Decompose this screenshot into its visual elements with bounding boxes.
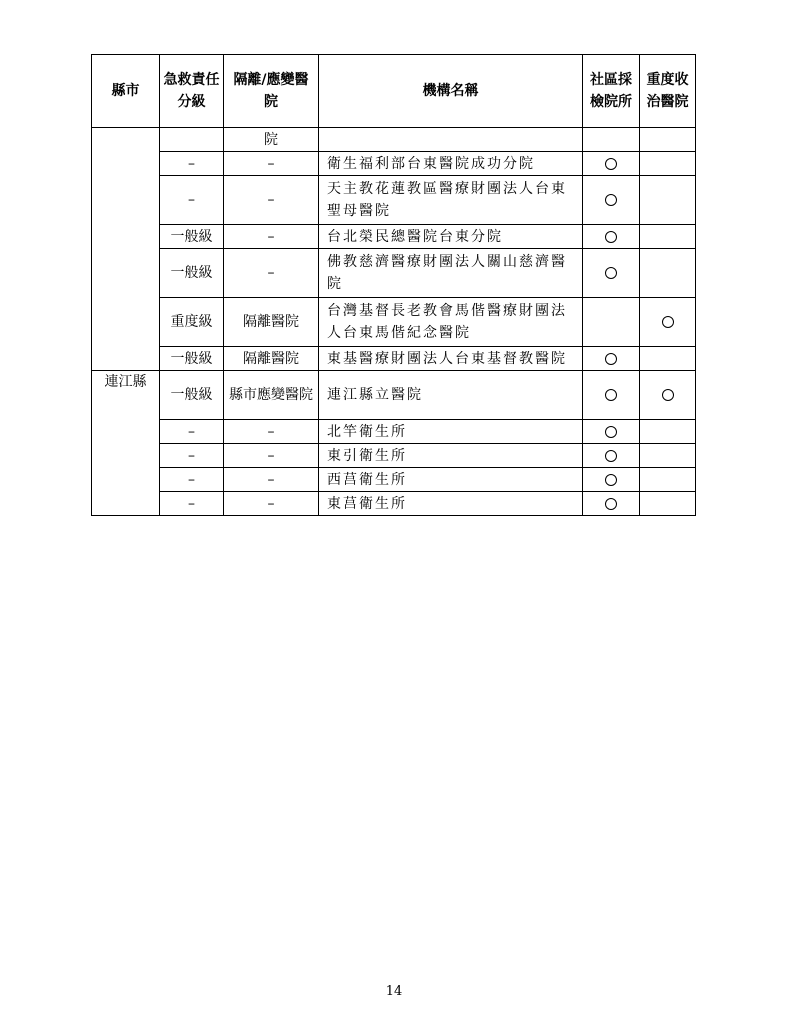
page-number: 14 xyxy=(385,984,403,999)
header-county: 縣市 xyxy=(92,55,160,128)
table-row xyxy=(92,492,696,516)
level-cell: 一般級 xyxy=(160,347,224,371)
severe-cell xyxy=(640,128,696,152)
community-cell xyxy=(583,347,640,371)
circle-mark-icon xyxy=(605,498,617,510)
circle-mark-icon xyxy=(605,389,617,401)
institution-cell: 連江縣立醫院 xyxy=(319,371,583,420)
level-cell: – xyxy=(160,468,224,492)
isolation-cell: – xyxy=(224,444,319,468)
level-cell: 重度級 xyxy=(160,298,224,347)
severe-cell xyxy=(640,492,696,516)
table-row xyxy=(92,176,696,225)
isolation-cell: 隔離醫院 xyxy=(224,347,319,371)
community-cell xyxy=(583,444,640,468)
isolation-cell: – xyxy=(224,249,319,298)
community-cell xyxy=(583,468,640,492)
table-row xyxy=(92,468,696,492)
level-cell: – xyxy=(160,444,224,468)
severe-cell xyxy=(640,152,696,176)
circle-mark-icon xyxy=(605,194,617,206)
circle-mark-icon xyxy=(662,316,674,328)
community-cell xyxy=(583,176,640,225)
isolation-cell: 院 xyxy=(224,128,319,152)
community-cell xyxy=(583,152,640,176)
circle-mark-icon xyxy=(662,389,674,401)
community-cell xyxy=(583,492,640,516)
community-cell xyxy=(583,128,640,152)
hospital-table xyxy=(91,54,696,516)
table-row xyxy=(92,225,696,249)
level-cell: – xyxy=(160,492,224,516)
severe-cell xyxy=(640,420,696,444)
community-cell xyxy=(583,420,640,444)
level-cell: 一般級 xyxy=(160,249,224,298)
level-cell: 一般級 xyxy=(160,225,224,249)
county-cell: 連江縣 xyxy=(92,371,160,516)
community-cell xyxy=(583,249,640,298)
table-row xyxy=(92,249,696,298)
institution-cell: 北竿衛生所 xyxy=(319,420,583,444)
level-cell xyxy=(160,128,224,152)
institution-cell xyxy=(319,128,583,152)
header-severe-care: 重度收治醫院 xyxy=(640,55,696,128)
circle-mark-icon xyxy=(605,474,617,486)
isolation-cell: 隔離醫院 xyxy=(224,298,319,347)
table-row xyxy=(92,152,696,176)
header-emergency-level: 急救責任分級 xyxy=(160,55,224,128)
community-cell xyxy=(583,298,640,347)
circle-mark-icon xyxy=(605,426,617,438)
isolation-cell: – xyxy=(224,492,319,516)
table-row xyxy=(92,298,696,347)
community-cell xyxy=(583,371,640,420)
table-row xyxy=(92,371,696,420)
level-cell: 一般級 xyxy=(160,371,224,420)
circle-mark-icon xyxy=(605,158,617,170)
header-isolation: 隔離/應變醫院 xyxy=(224,55,319,128)
institution-cell: 東基醫療財團法人台東基督教醫院 xyxy=(319,347,583,371)
isolation-cell: – xyxy=(224,420,319,444)
table-row xyxy=(92,444,696,468)
level-cell: – xyxy=(160,420,224,444)
severe-cell xyxy=(640,444,696,468)
isolation-cell: 縣市應變醫院 xyxy=(224,371,319,420)
institution-cell: 台北榮民總醫院台東分院 xyxy=(319,225,583,249)
community-cell xyxy=(583,225,640,249)
institution-cell: 天主教花蓮教區醫療財團法人台東聖母醫院 xyxy=(319,176,583,225)
circle-mark-icon xyxy=(605,231,617,243)
header-institution: 機構名稱 xyxy=(319,55,583,128)
level-cell: – xyxy=(160,176,224,225)
institution-cell: 台灣基督長老教會馬偕醫療財團法人台東馬偕紀念醫院 xyxy=(319,298,583,347)
severe-cell xyxy=(640,249,696,298)
table-row xyxy=(92,347,696,371)
circle-mark-icon xyxy=(605,450,617,462)
county-cell xyxy=(92,128,160,371)
institution-cell: 衛生福利部台東醫院成功分院 xyxy=(319,152,583,176)
severe-cell xyxy=(640,468,696,492)
institution-cell: 西莒衛生所 xyxy=(319,468,583,492)
isolation-cell: – xyxy=(224,176,319,225)
severe-cell xyxy=(640,225,696,249)
isolation-cell: – xyxy=(224,468,319,492)
institution-cell: 東莒衛生所 xyxy=(319,492,583,516)
severe-cell xyxy=(640,176,696,225)
severe-cell xyxy=(640,347,696,371)
table-row xyxy=(92,128,696,152)
header-community-testing: 社區採檢院所 xyxy=(583,55,640,128)
severe-cell xyxy=(640,298,696,347)
header-row xyxy=(92,55,696,128)
isolation-cell: – xyxy=(224,225,319,249)
level-cell: – xyxy=(160,152,224,176)
institution-cell: 佛教慈濟醫療財團法人關山慈濟醫院 xyxy=(319,249,583,298)
isolation-cell: – xyxy=(224,152,319,176)
table-row xyxy=(92,420,696,444)
institution-cell: 東引衛生所 xyxy=(319,444,583,468)
severe-cell xyxy=(640,371,696,420)
circle-mark-icon xyxy=(605,353,617,365)
circle-mark-icon xyxy=(605,267,617,279)
